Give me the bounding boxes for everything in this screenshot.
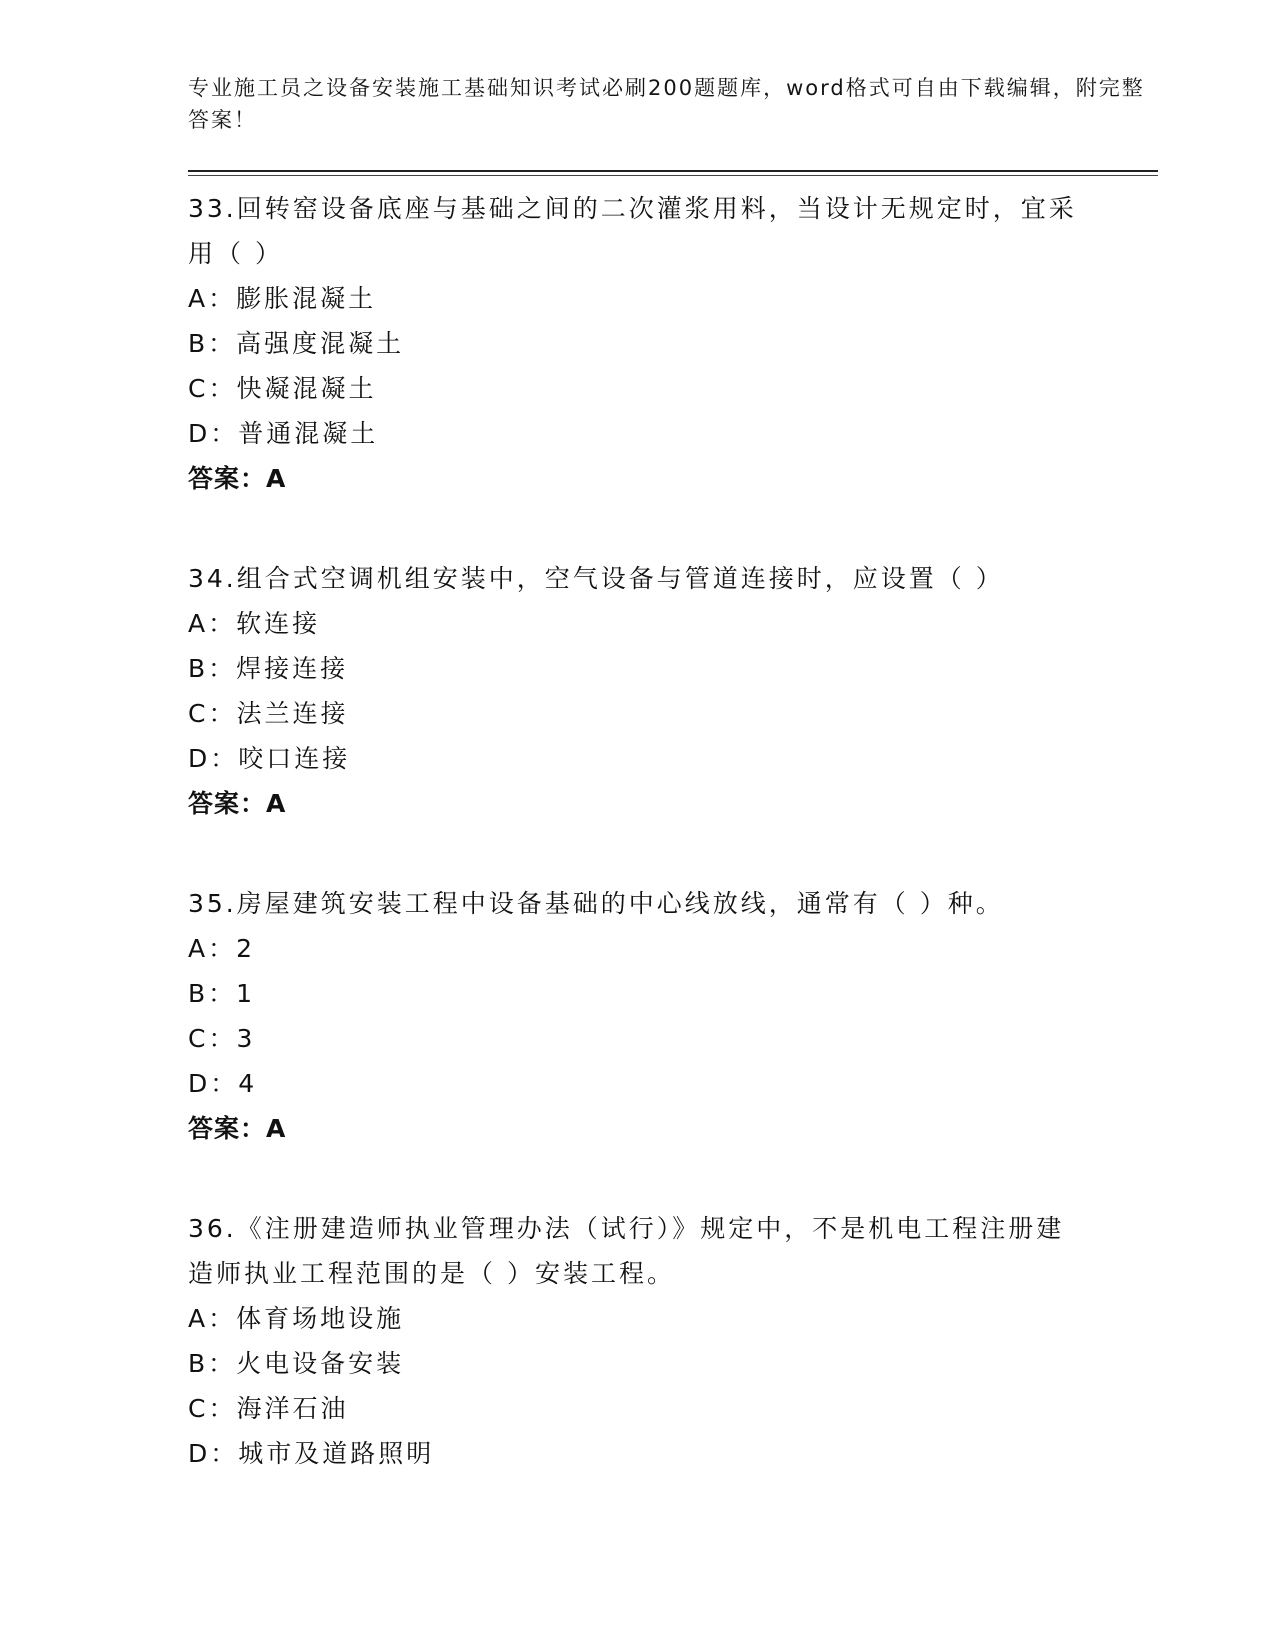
header-divider (188, 170, 1158, 176)
option-c (188, 691, 1158, 736)
option-b (188, 971, 1158, 1016)
option-key: B： (188, 329, 237, 358)
option-text: 3 (236, 1024, 256, 1053)
option-b (188, 646, 1158, 691)
document-page (188, 72, 1158, 1476)
option-key: A： (188, 934, 237, 963)
option-key: D： (188, 1439, 239, 1468)
option-c (188, 366, 1158, 411)
question-block (188, 1206, 1158, 1476)
option-a (188, 276, 1158, 321)
option-text: 法兰连接 (236, 699, 349, 728)
option-key: C： (188, 699, 237, 728)
spacer (188, 1151, 1158, 1196)
option-c (188, 1016, 1158, 1061)
option-text: 体育场地设施 (236, 1304, 405, 1333)
question-block (188, 881, 1158, 1151)
document-header: 专业施工员之设备安装施工基础知识考试必刷200题题库，word格式可自由下载编辑，附完整答案！ (188, 76, 1145, 132)
option-text: 4 (238, 1069, 258, 1098)
option-key: C： (188, 1394, 237, 1423)
option-key: C： (188, 374, 237, 403)
option-b (188, 321, 1158, 366)
question-text: 35.房屋建筑安装工程中设备基础的中心线放线，通常有（ ）种。 (188, 889, 1004, 918)
answer-text: 答案：A (188, 789, 287, 818)
option-key: A： (188, 284, 237, 313)
option-d (188, 1431, 1158, 1476)
answer-text: 答案：A (188, 464, 287, 493)
option-text: 海洋石油 (236, 1394, 349, 1423)
option-d (188, 411, 1158, 456)
option-text: 快凝混凝土 (236, 374, 377, 403)
option-key: B： (188, 979, 237, 1008)
spacer (188, 501, 1158, 546)
option-d (188, 1061, 1158, 1106)
question-text: 33.回转窑设备底座与基础之间的二次灌浆用料，当设计无规定时，宜采用（ ） (188, 194, 1077, 268)
question-text: 36.《注册建造师执业管理办法（试行）》规定中，不是机电工程注册建造师执业工程范围的是（ ）安装工程。 (188, 1214, 1065, 1288)
option-text: 2 (236, 934, 256, 963)
question-text: 34.组合式空调机组安装中，空气设备与管道连接时，应设置（ ） (188, 564, 1004, 593)
option-text: 城市及道路照明 (238, 1439, 435, 1468)
option-key: D： (188, 1069, 239, 1098)
option-text: 焊接连接 (236, 654, 349, 683)
option-text: 咬口连接 (238, 744, 351, 773)
question-block (188, 186, 1158, 501)
option-d (188, 736, 1158, 781)
option-b (188, 1341, 1158, 1386)
question-block (188, 556, 1158, 826)
option-text: 膨胀混凝土 (236, 284, 377, 313)
option-text: 1 (236, 979, 256, 1008)
option-a (188, 601, 1158, 646)
option-key: D： (188, 419, 239, 448)
option-key: A： (188, 1304, 237, 1333)
answer-text: 答案：A (188, 1114, 287, 1143)
option-key: D： (188, 744, 239, 773)
option-text: 普通混凝土 (238, 419, 379, 448)
option-c (188, 1386, 1158, 1431)
option-text: 软连接 (236, 609, 321, 638)
option-key: B： (188, 1349, 237, 1378)
option-text: 火电设备安装 (236, 1349, 405, 1378)
option-key: C： (188, 1024, 237, 1053)
option-text: 高强度混凝土 (236, 329, 405, 358)
option-key: B： (188, 654, 237, 683)
option-a (188, 926, 1158, 971)
option-a (188, 1296, 1158, 1341)
spacer (188, 826, 1158, 871)
option-key: A： (188, 609, 237, 638)
